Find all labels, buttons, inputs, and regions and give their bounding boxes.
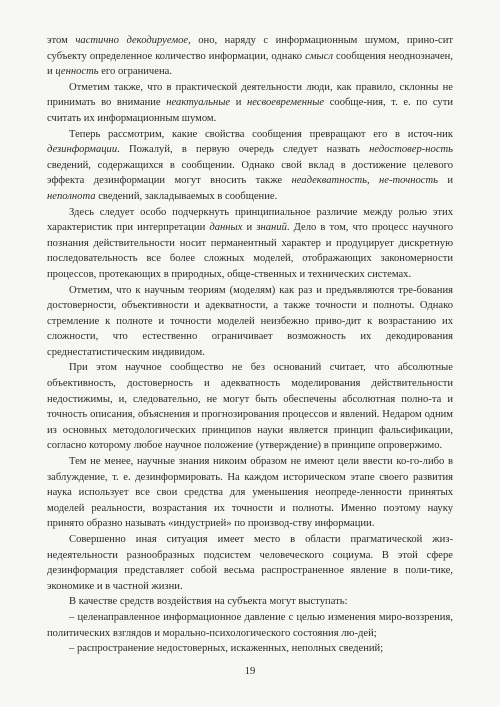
- emphasized-term: знаний: [256, 222, 287, 234]
- text-run: . Пожалуй, в первую очередь следует назвать: [117, 144, 370, 156]
- text-run: и: [437, 175, 453, 187]
- text-run: При этом научное сообщество не без оснований считает, что абсолютные объективность, достоверность и адекватность моделирования действительности недостижимы, и, следовательно, не могут быть обеспечены абсолютная полно-та и точность описания, объяснения и прогнозирования процессов и явлений. Недаром одним из основных методологических принципов науки является принцип фальсификации, согласно которому любое научное положение (утверждение) в принципе опровержимо.: [47, 362, 453, 452]
- paragraph: [47, 205, 453, 283]
- emphasized-term: частично декодируемое: [75, 35, 189, 46]
- paragraph: [47, 283, 453, 361]
- page-number: 19: [244, 666, 256, 677]
- emphasized-term: не-точность: [378, 175, 438, 187]
- paragraph: [47, 641, 453, 657]
- paragraph: [47, 594, 453, 610]
- paragraph: [47, 33, 453, 80]
- text-run: этом: [47, 35, 76, 46]
- paragraph: [47, 80, 453, 127]
- text-run: Отметим также, что в практической деятельности люди, как правило, склонны не принимать во внимание: [47, 81, 453, 109]
- text-run: сообщения неоднозначен, и: [47, 50, 453, 78]
- emphasized-term: смысл: [305, 50, 334, 62]
- text-run: и: [242, 222, 257, 234]
- text-run: Совершенно иная ситуация имеет место в области прагматической жиз-недеятельности разнообразных подсистем человеческого социума. В этой сфере дезинформация представляет собой весьма распространенное явление в поли-тике, экономике и в частной жизни.: [47, 534, 453, 592]
- text-run: его ограничена.: [98, 66, 172, 78]
- emphasized-term: неадекватность: [291, 175, 367, 187]
- paragraph: [47, 127, 453, 205]
- text-run: Отметим, что к научным теориям (моделям) как раз и предъявляются тре-бования достоверности, объективности и адекватности, а также точности и полноты. Однако стремление к полноте и точности моделей неизбежно приво-дит к возрастанию их сложности, что естественно ограничивает возможность их декодирования среднестатистическим индивидом.: [47, 284, 453, 358]
- text-run: и: [230, 97, 247, 109]
- text-run: – распространение недостоверных, искаженных, неполных сведений;: [69, 643, 384, 655]
- paragraph: [47, 360, 453, 454]
- body-text: [47, 33, 453, 657]
- text-run: В качестве средств воздействия на субъекта могут выступать:: [69, 596, 348, 608]
- emphasized-term: неактуальные: [166, 97, 231, 109]
- text-run: Теперь рассмотрим, какие свойства сообщения превращают его в источ-ник: [69, 128, 453, 140]
- emphasized-term: несвоевременные: [246, 97, 325, 109]
- text-run: . Дело в том, что процесс научного познания действительности носит перманентный характер и продуцирует дискретную последовательность все более сложных моделей, отображающих закономерности процессов, протекающих в природных, обще-ственных и технических системах.: [47, 222, 454, 280]
- text-run: сообще-ния, т. е. по сути считать их информационным шумом.: [47, 97, 453, 124]
- paragraph: [47, 532, 453, 594]
- text-run: Тем не менее, научные знания никоим образом не имеют цели ввести ко-го-либо в заблуждение, т. е. дезинформировать. На каждом историческом этапе своего развития наука использует все свои средства для уменьшения неопреде-ленности принятых моделей реальности, возрастания их точности и полноты. Именно поэтому науку принято образно называть «индустрией» по производ-ству информации.: [47, 456, 453, 530]
- text-run: Здесь следует особо подчеркнуть принципиальное различие между ролью этих характеристик при интерпретации: [47, 206, 453, 234]
- paragraph: [47, 454, 453, 532]
- text-run: сведений, закладываемых в сообщение.: [95, 190, 278, 202]
- text-run: , оно, наряду с информационным шумом, прино-сит субъекту определенное количество информации, однако: [47, 35, 454, 62]
- emphasized-term: ценность: [55, 66, 99, 78]
- emphasized-term: недостовер-ность: [369, 144, 453, 156]
- text-run: ,: [366, 175, 379, 187]
- emphasized-term: данных: [209, 222, 243, 234]
- emphasized-term: неполнота: [47, 190, 96, 202]
- text-run: сведений, содержащихся в сообщении. Однако свой вклад в достижение целевого эффекта дезинформации могут вносить также: [47, 159, 453, 187]
- paragraph: [47, 610, 453, 641]
- text-run: – целенаправленное информационное давление с целью изменения миро-воззрения, политических взглядов и морально-психологического состояния лю-дей;: [47, 611, 453, 639]
- emphasized-term: дезинформации: [47, 144, 118, 156]
